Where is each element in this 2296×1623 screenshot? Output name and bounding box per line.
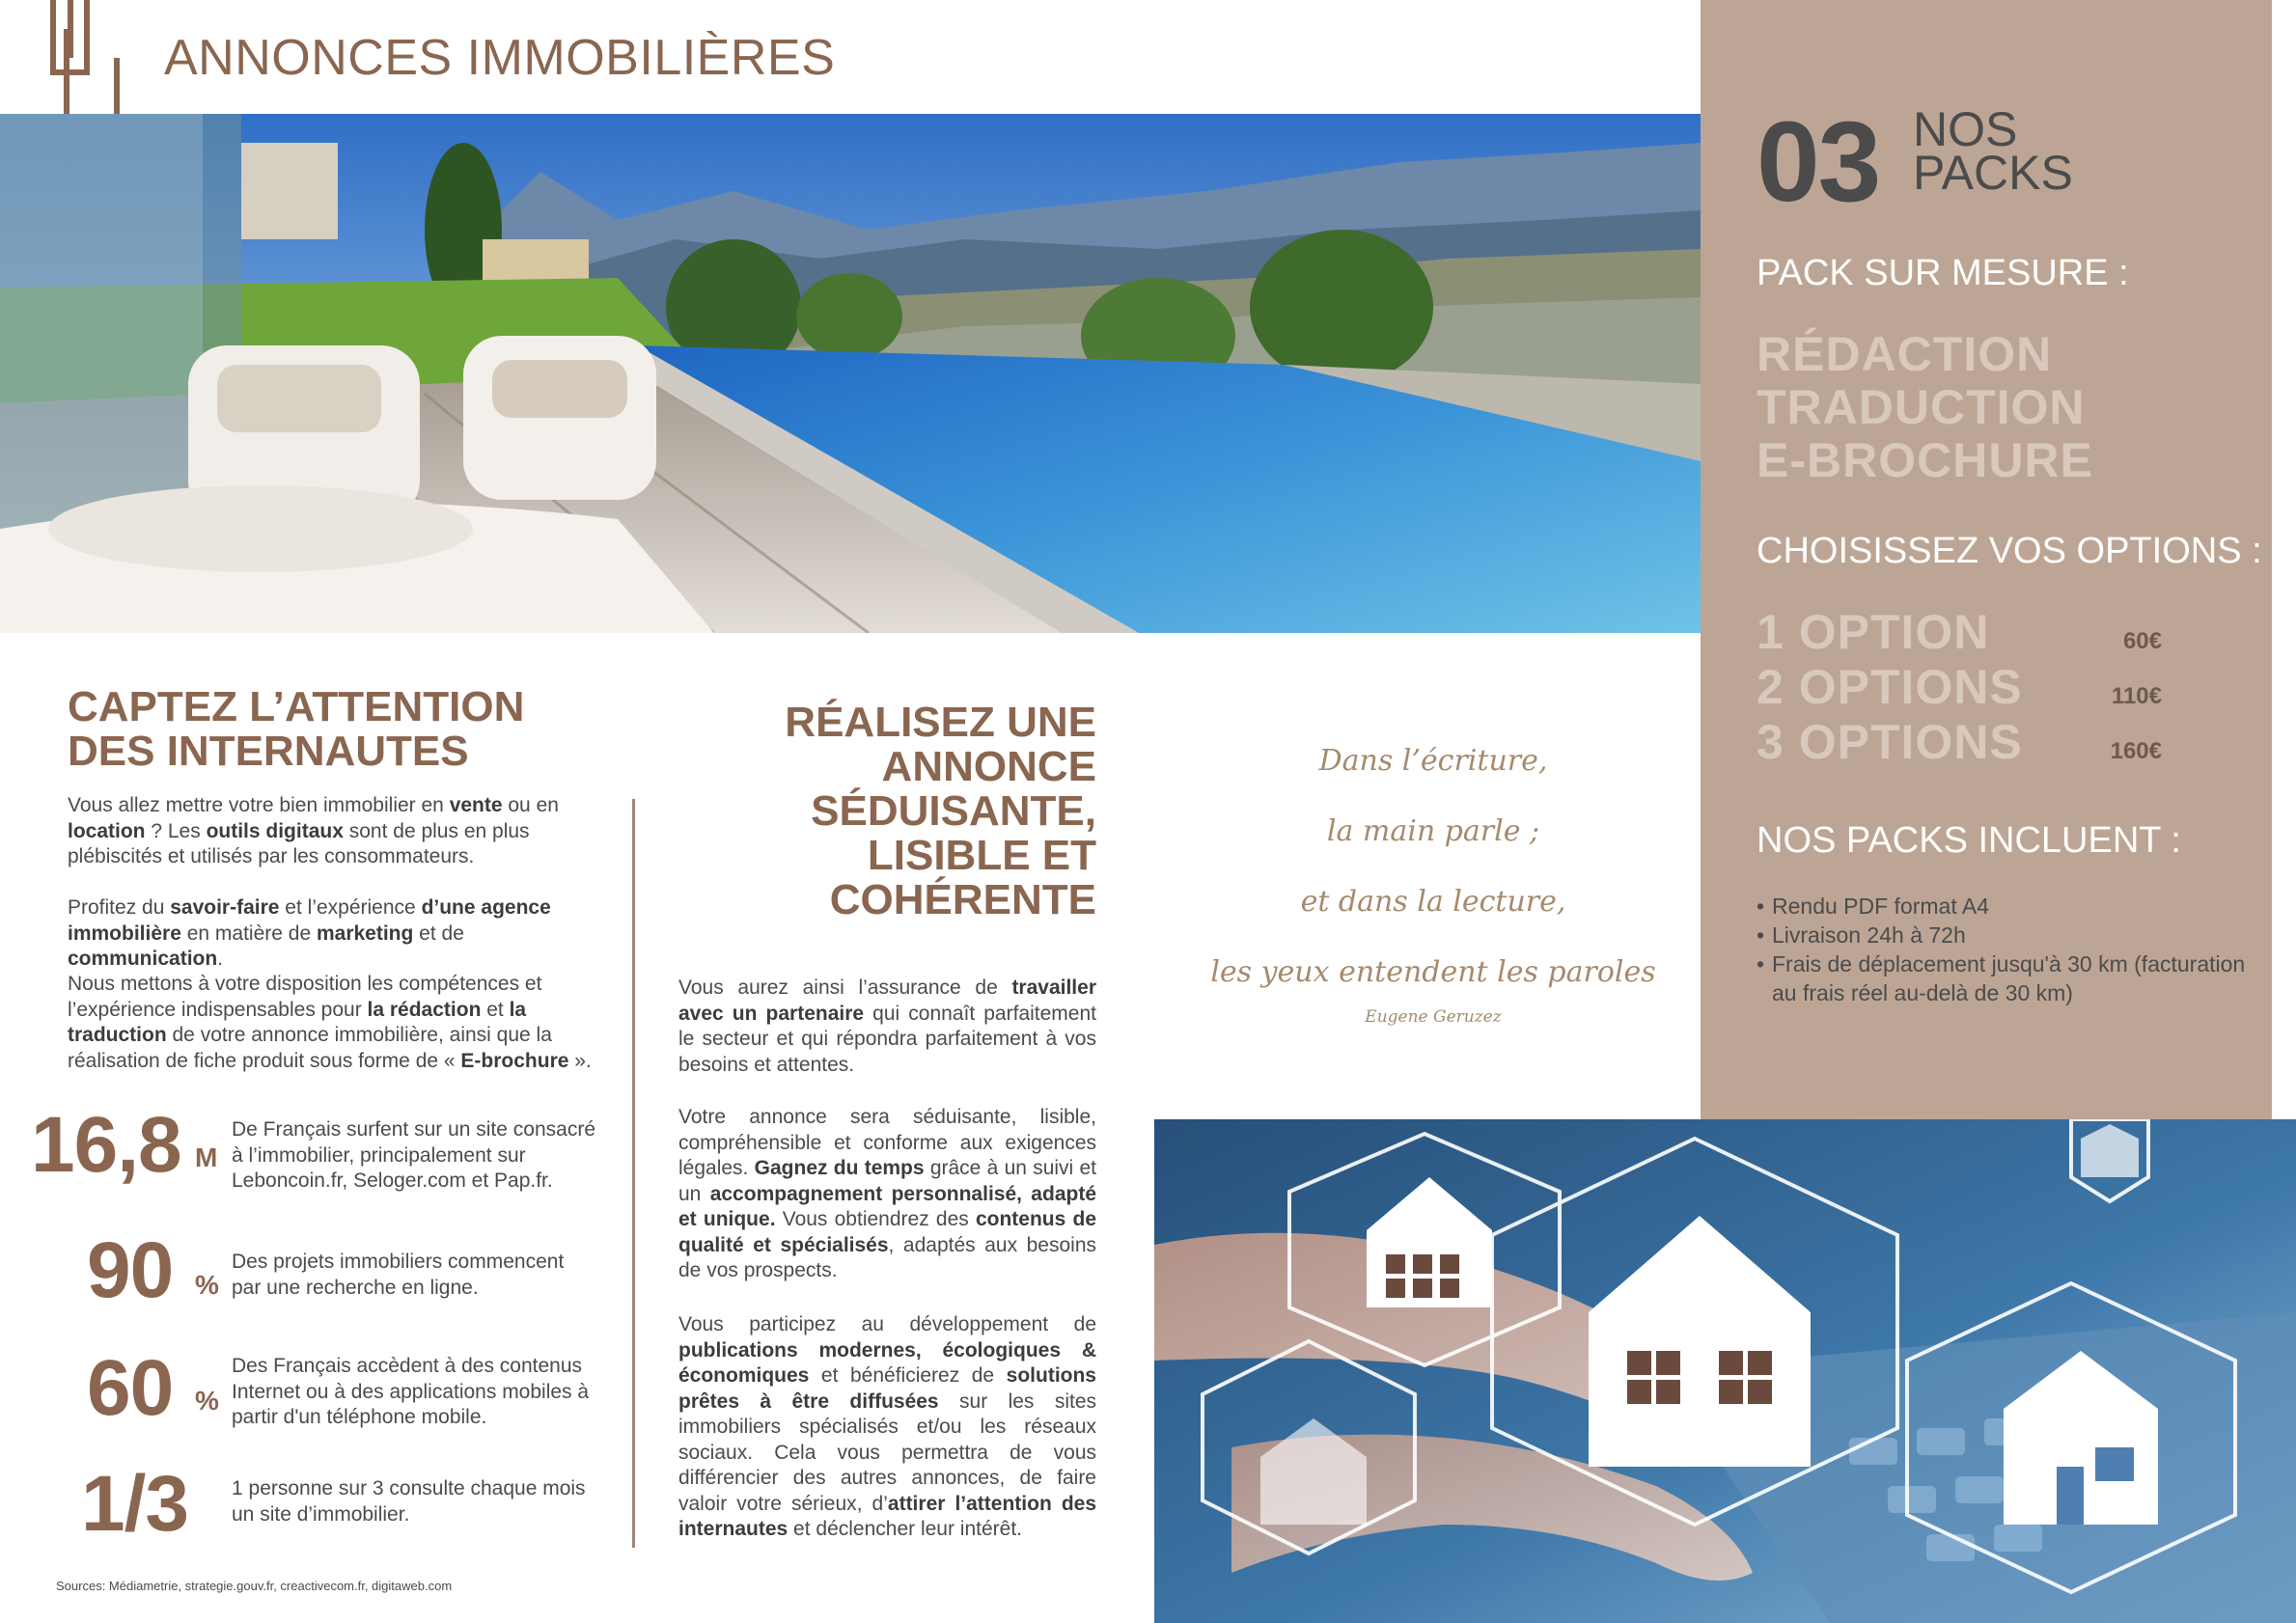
middle-heading [714,701,1096,922]
quote [1177,726,1689,1007]
middle-heading-line: SÉDUISANTE, [811,787,1096,835]
service-list [1757,328,2093,487]
stat-value: 60 [87,1344,174,1432]
option-row [1757,604,2162,660]
left-paragraph: Nous mettons à votre disposition les compétences et l’expérience indispensables pour la rédaction et la traduction de votre annonce immobilière, ainsi que la réalisation de fiche produit sous forme de « E-brochure ». [68,973,592,1072]
option-name: 3 OPTIONS [1757,715,2023,769]
stat-value: 90 [87,1226,174,1314]
page-title: ANNONCES IMMOBILIÈRES [164,30,836,86]
includes-list [1757,892,2258,1007]
left-paragraph: Vous allez mettre votre bien immobilier en vente ou en location ? Les outils digitaux sont de plus en plus plébiscités et utilisés par les consommateurs. [68,794,559,867]
middle-paragraph: Votre annonce sera séduisante, lisible, compréhensible et conforme aux exigences légales. Gagnez du temps grâce à un suivi et un accompagnement personnalisé, adapté et unique. Vous obtiendrez des contenus de qualité et spécialisés, adaptés aux besoins de vos prospects. [678,1106,1097,1281]
stat-unit: % [195,1386,219,1416]
quote-line: Dans l’écriture, [1318,744,1548,778]
stat-value: 1/3 [81,1460,188,1548]
option-price: 160€ [2110,738,2162,764]
includes-heading: NOS PACKS INCLUENT : [1757,820,2181,861]
service-item: E-BROCHURE [1757,433,2093,487]
option-name: 2 OPTIONS [1757,660,2023,714]
section-title-line1: NOS [1913,102,2018,156]
left-heading-line2: DES INTERNAUTES [68,728,469,775]
service-item: RÉDACTION [1757,327,2053,381]
stat-description: Des Français accèdent à des contenus Internet ou à des applications mobiles à partir d'un téléphone mobile. [232,1355,590,1428]
service-item: TRADUCTION [1757,380,2086,434]
hero-villa-pool-photo [0,114,1701,633]
stat-description: Des projets immobiliers commencent par une recherche en ligne. [232,1251,565,1299]
sources-note: Sources: Médiametrie, strategie.gouv.fr, creactivecom.fr, digitaweb.com [56,1579,453,1593]
middle-heading-line: COHÉRENTE [829,876,1096,923]
stat-unit: M [195,1142,218,1172]
pack-heading: PACK SUR MESURE : [1757,253,2129,293]
quote-line: la main parle ; [1326,814,1540,848]
option-row [1757,659,2162,715]
option-row [1757,714,2162,770]
middle-heading-line: ANNONCE [881,743,1096,790]
option-price: 60€ [2122,628,2162,654]
includes-item: • Frais de déplacement jusqu'à 30 km (facturation au frais réel au-delà de 30 km) [1757,949,2258,1007]
middle-paragraph: Vous participez au développement de publications modernes, écologiques & économiques et bénéficierez de solutions prêtes à être diffusées sur les sites immobiliers spécialisés et/ou les réseaux sociaux. Cela vous permettra de vous différencier des autres annonces, de faire valoir votre sérieux, d’attirer l’attention des internautes et déclencher leur intérêt. [678,1313,1097,1540]
middle-heading-line: RÉALISEZ UNE [785,699,1096,746]
left-heading [68,685,608,774]
section-title-line2: PACKS [1913,146,2073,200]
keyboard-houses-photo [1154,1119,2296,1623]
quote-author: Eugene Geruzez [1365,1007,1502,1027]
section-number: 03 [1757,98,1880,226]
includes-item: • Rendu PDF format A4 [1757,892,2258,921]
stat-description: 1 personne sur 3 consulte chaque mois un site d’immobilier. [232,1477,586,1526]
options-heading: CHOISISSEZ VOS OPTIONS : [1757,531,2262,571]
quote-line: les yeux entendent les paroles [1210,955,1656,989]
includes-item: • Livraison 24h à 72h [1757,921,2258,949]
section-title [1913,102,2106,200]
middle-heading-line: LISIBLE ET [867,832,1096,879]
middle-paragraph: Vous aurez ainsi l’assurance de travailler avec un partenaire qui connaît parfaitement le secteur et qui répondra parfaitement à vos besoins et attentes. [678,977,1096,1076]
quote-line: et dans la lecture, [1300,885,1566,919]
left-heading-line1: CAPTEZ L’ATTENTION [68,683,525,730]
stat-unit: % [195,1270,219,1300]
column-divider [632,799,635,1548]
left-paragraph: Profitez du savoir-faire et l’expérience d’une agence immobilière en matière de marketing et de communication. [68,896,551,970]
option-name: 1 OPTION [1757,605,1990,659]
stat-description: De Français surfent sur un site consacré à l’immobilier, principalement sur Leboncoin.fr, Seloger.com et Pap.fr. [232,1118,595,1192]
option-price: 110€ [2111,683,2162,709]
stat-value: 16,8 [31,1101,181,1189]
